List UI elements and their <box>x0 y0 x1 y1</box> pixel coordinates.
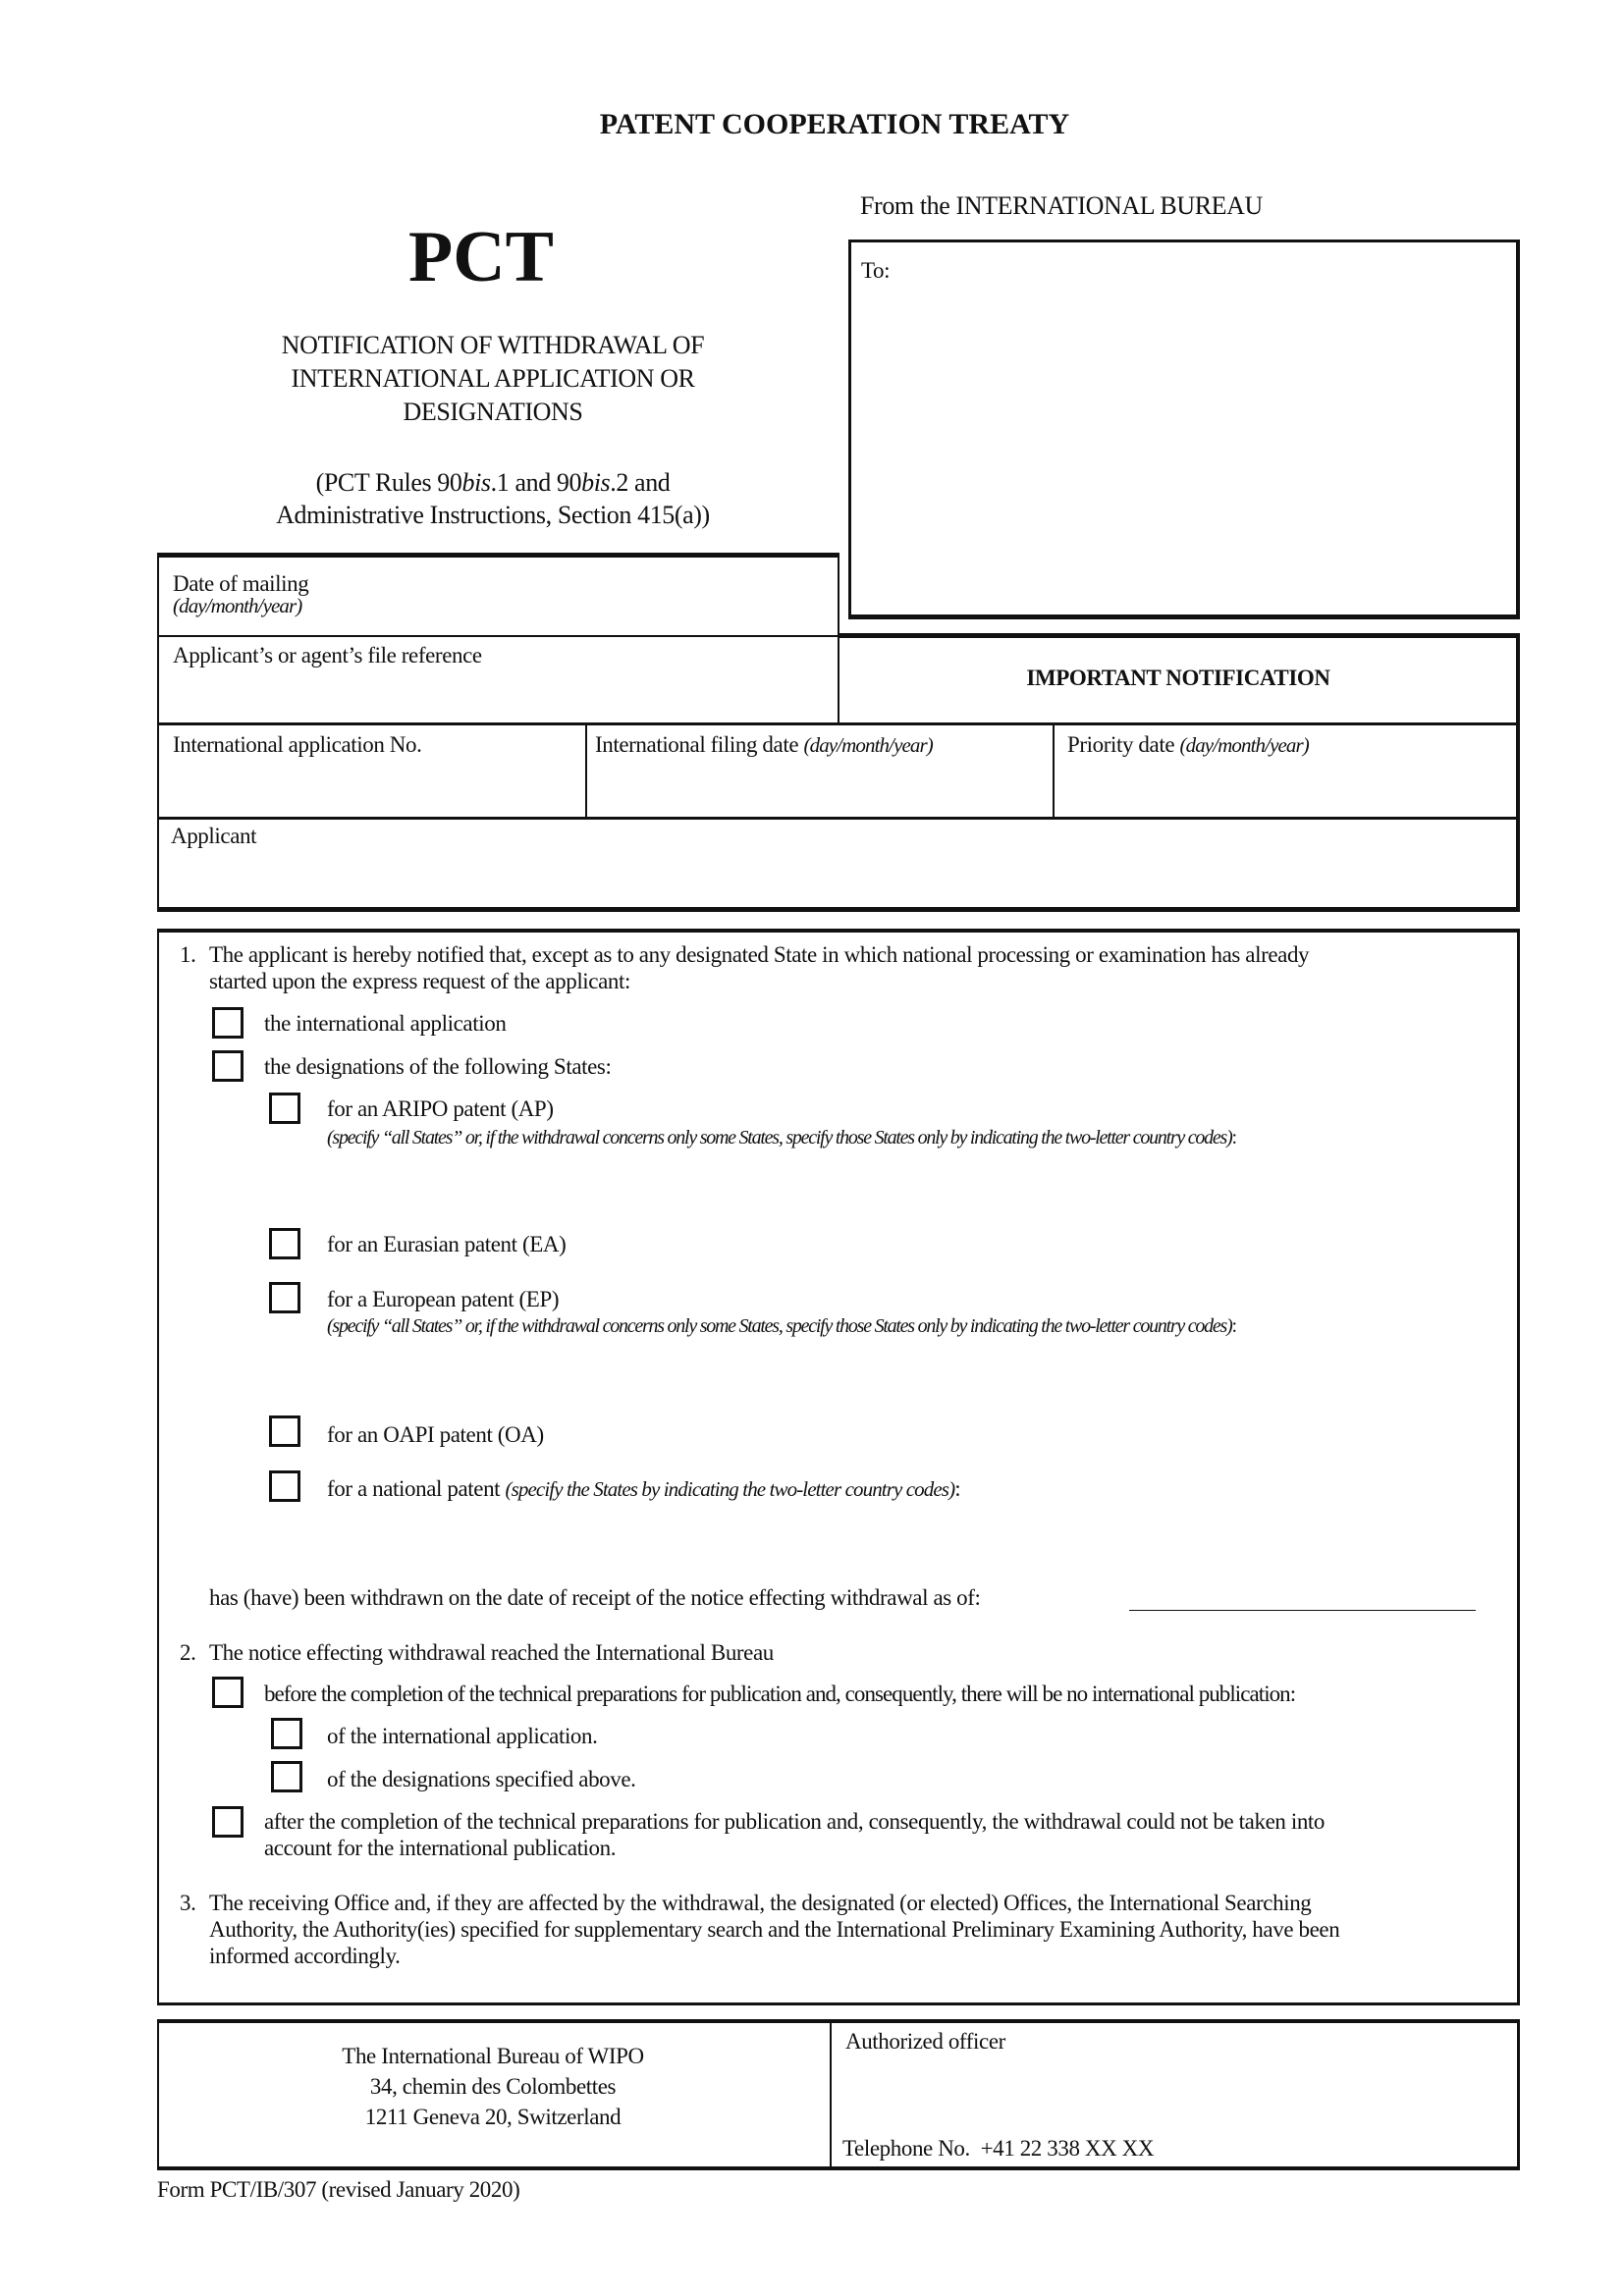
option-label: for an ARIPO patent (AP) <box>327 1096 554 1121</box>
checkbox-european[interactable] <box>269 1282 300 1313</box>
item3-text: The receiving Office and, if they are affected by the withdrawal, the designated (or elected) Offices, the International Searching <box>209 1891 1312 1915</box>
from-bureau: From the INTERNATIONAL BUREAU <box>860 191 1263 220</box>
date-of-mailing-field[interactable] <box>157 553 839 637</box>
option-label: for an Eurasian patent (EA) <box>327 1232 567 1256</box>
item1-text: started upon the express request of the applicant: <box>209 969 630 993</box>
date-of-mailing-label: Date of mailing <box>173 571 309 596</box>
address-line: The International Bureau of WIPO <box>342 2044 644 2068</box>
file-reference-field[interactable] <box>157 635 839 724</box>
checkbox-international-application[interactable] <box>212 1007 244 1039</box>
withdrawal-date-field[interactable] <box>1129 1582 1476 1611</box>
checkbox-designations[interactable] <box>212 1050 244 1082</box>
specify-note <box>327 1313 1236 1340</box>
label-text: for a national patent <box>327 1476 506 1501</box>
specify-note <box>327 1125 1236 1151</box>
checkbox-aripo[interactable] <box>269 1093 300 1124</box>
address-line: 34, chemin des Colombettes <box>369 2074 617 2099</box>
rules-reference <box>276 466 710 531</box>
rules-text: Administrative Instructions, Section 415(a)) <box>276 501 710 529</box>
file-reference-label: Applicant’s or agent’s file reference <box>173 643 482 667</box>
item1-text: The applicant is hereby notified that, except as to any designated State in which national processing or examination has already <box>209 942 1310 967</box>
rules-text: .1 and 90 <box>490 468 582 497</box>
checkbox-national[interactable] <box>269 1470 300 1502</box>
checkbox-of-designations[interactable] <box>271 1761 302 1792</box>
telephone-number: Telephone No. +41 22 338 XX XX <box>842 2136 1155 2161</box>
important-notification-box <box>838 633 1520 724</box>
withdrawn-text: has (have) been withdrawn on the date of receipt of the notice effecting withdrawal as of: <box>209 1585 981 1610</box>
option-label: for a European patent (EP) <box>327 1287 560 1311</box>
item3-text: Authority, the Authority(ies) specified for supplementary search and the International Preliminary Examining Authority, have been <box>209 1917 1340 1942</box>
checkbox-eurasian[interactable] <box>269 1228 300 1259</box>
label-text: International filing date <box>595 732 804 757</box>
note-text: (specify “all States” or, if the withdrawal concerns only some States, specify those States only by indicating the two-letter country codes) <box>327 1127 1232 1148</box>
recipient-box[interactable] <box>848 240 1520 619</box>
wipo-address <box>342 2041 643 2132</box>
item-number: 1. <box>180 942 196 967</box>
item2-text: The notice effecting withdrawal reached the International Bureau <box>209 1640 774 1665</box>
applicant-label: Applicant <box>171 824 257 848</box>
date-format-hint: (day/month/year) <box>173 594 302 617</box>
rules-text: .2 and <box>610 468 671 497</box>
label-text: Priority date <box>1067 732 1180 757</box>
item-number: 2. <box>180 1640 196 1665</box>
rules-text: (PCT Rules 90 <box>315 468 462 497</box>
intl-app-no-label: International application No. <box>173 732 422 757</box>
to-label: To: <box>861 258 891 283</box>
priority-date-label <box>1067 731 1309 759</box>
option-label: account for the international publication. <box>264 1836 617 1860</box>
option-label: of the designations specified above. <box>327 1767 636 1791</box>
note-text: : <box>954 1476 961 1501</box>
pct-heading: PCT <box>408 217 554 297</box>
important-notification: IMPORTANT NOTIFICATION <box>1026 666 1330 690</box>
applicant-field[interactable] <box>157 817 1520 912</box>
date-format-hint: (day/month/year) <box>1179 733 1309 757</box>
title-line: DESIGNATIONS <box>403 398 583 426</box>
option-label <box>327 1475 960 1503</box>
authorized-officer-label: Authorized officer <box>845 2029 1005 2054</box>
intl-filing-date-label <box>595 731 933 759</box>
title-line: INTERNATIONAL APPLICATION OR <box>291 364 695 393</box>
application-details-row <box>157 722 1520 819</box>
treaty-title: PATENT COOPERATION TREATY <box>599 108 1070 140</box>
checkbox-before-completion[interactable] <box>212 1677 244 1708</box>
option-label: of the international application. <box>327 1724 598 1748</box>
note-text: (specify the States by indicating the two-letter country codes) <box>505 1477 955 1501</box>
checkbox-after-completion[interactable] <box>212 1806 244 1838</box>
option-label: after the completion of the technical preparations for publication and, consequently, the withdrawal could not be taken into <box>264 1809 1326 1834</box>
note-text: : <box>1231 1127 1236 1148</box>
option-label: for an OAPI patent (OA) <box>327 1422 544 1447</box>
checkbox-oapi[interactable] <box>269 1415 300 1447</box>
rules-text: bis <box>461 468 491 497</box>
option-label: the designations of the following States: <box>264 1054 612 1079</box>
address-line: 1211 Geneva 20, Switzerland <box>364 2105 622 2129</box>
option-label: the international application <box>264 1011 507 1036</box>
note-text: (specify “all States” or, if the withdrawal concerns only some States, specify those States only by indicating the two-letter country codes) <box>327 1315 1232 1337</box>
note-text: : <box>1231 1315 1236 1337</box>
item-number: 3. <box>180 1891 196 1915</box>
item3-text: informed accordingly. <box>209 1944 401 1968</box>
checkbox-of-international-application[interactable] <box>271 1718 302 1749</box>
date-format-hint: (day/month/year) <box>803 733 933 757</box>
notification-title <box>282 329 704 429</box>
form-identifier: Form PCT/IB/307 (revised January 2020) <box>157 2177 520 2202</box>
option-label: before the completion of the technical preparations for publication and, consequently, there will be no international publication: <box>264 1682 1296 1706</box>
title-line: NOTIFICATION OF WITHDRAWAL OF <box>281 331 705 359</box>
rules-text: bis <box>581 468 611 497</box>
